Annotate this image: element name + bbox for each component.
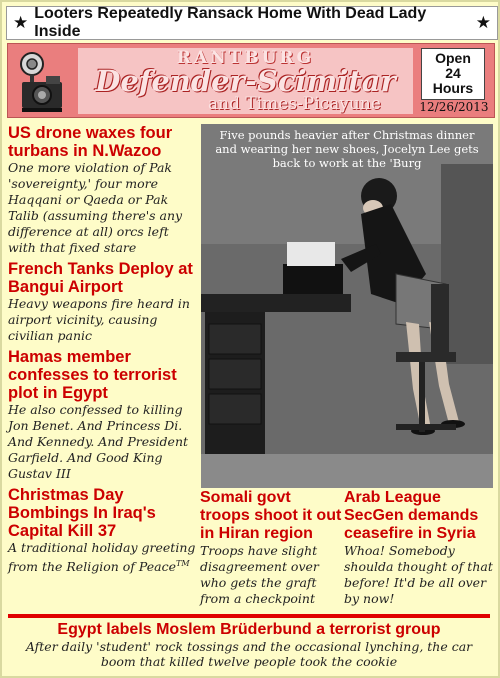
story-summary: One more violation of Pak 'sovereignty,' four more Haqqani or Qaeda or Pak Talib (assuming there's any difference at all) orcs left with that fixed stare xyxy=(8,160,183,255)
masthead-defender-scimitar: Defender-Scimitar xyxy=(95,64,396,98)
photo-caption: Five pounds heavier after Christmas dinner and wearing her new shoes, Jocelyn Lee gets back to work at the 'Burg xyxy=(215,128,479,170)
red-divider xyxy=(8,614,490,618)
masthead-times-picayune: and Times-Picayune xyxy=(208,94,381,114)
trademark-mark: TM xyxy=(175,559,190,568)
story-summary-text: A traditional holiday greeting from the Religion of Peace xyxy=(8,540,196,575)
story-summary xyxy=(8,540,200,575)
story-item xyxy=(200,489,342,607)
open-label: Open xyxy=(435,50,471,66)
feature-photo[interactable] xyxy=(201,124,493,488)
left-column xyxy=(8,124,200,579)
story-headline[interactable]: Arab League SecGen demands ceasefire in Syria xyxy=(344,489,479,542)
photo-image xyxy=(201,124,493,488)
story-item xyxy=(8,486,200,575)
open-24-hours-badge xyxy=(421,48,485,100)
story-headline[interactable]: Egypt labels Moslem Brüderbund a terrorist group xyxy=(57,621,441,638)
hours-number: 24 xyxy=(445,65,461,81)
story-summary: After daily 'student' rock tossings and the occasional lynching, the car boom that killed twelve people took the cookie xyxy=(25,639,473,669)
masthead-title-block xyxy=(78,48,413,114)
story-summary: He also confessed to killing Jon Benet. And Princess Di. And Kennedy. And President Garfield. And Good King Gustav III xyxy=(8,402,189,481)
issue-date: 12/26/2013 xyxy=(419,100,489,114)
story-headline[interactable]: French Tanks Deploy at Bangui Airport xyxy=(8,260,193,296)
story-headline[interactable]: Hamas member confesses to terrorist plot in Egypt xyxy=(8,348,177,402)
star-icon: ★ xyxy=(475,13,491,33)
masthead-rantburg: RANTBURG xyxy=(176,48,315,68)
story-headline[interactable]: Christmas Day Bombings In Iraq's Capital Kill 37 xyxy=(8,486,156,540)
masthead xyxy=(7,43,495,118)
star-icon: ★ xyxy=(13,13,29,33)
story-headline[interactable]: US drone waxes four turbans in N.Wazoo xyxy=(8,124,173,160)
story-item xyxy=(8,348,200,482)
story-item xyxy=(8,260,200,344)
top-banner-headline[interactable]: Looters Repeatedly Ransack Home With Dead Lady Inside xyxy=(34,5,427,40)
story-item xyxy=(8,621,490,669)
press-camera-icon xyxy=(16,50,68,114)
hours-label: Hours xyxy=(432,80,474,96)
story-summary: Whoa! Somebody shoulda thought of that before! It'd be all over by now! xyxy=(344,543,493,606)
top-banner[interactable] xyxy=(6,6,498,40)
story-item xyxy=(344,489,496,607)
story-headline[interactable]: Somali govt troops shoot it out in Hiran region xyxy=(200,489,342,542)
story-item xyxy=(8,124,200,256)
story-summary: Heavy weapons fire heard in airport vicinity, causing civilian panic xyxy=(8,296,190,343)
story-summary: Troops have slight disagreement over who gets the graft from a checkpoint xyxy=(200,543,319,606)
